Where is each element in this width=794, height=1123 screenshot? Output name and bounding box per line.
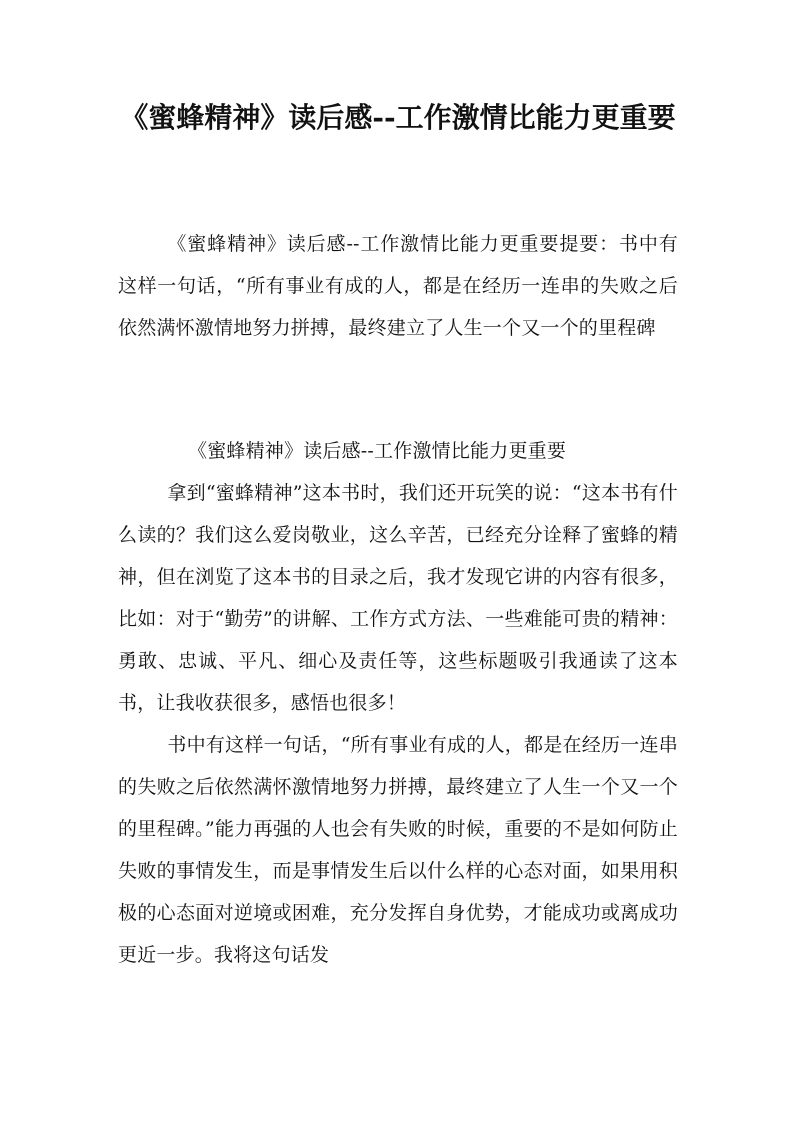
summary-paragraph: 《蜜蜂精神》读后感--工作激情比能力更重要提要：书中有这样一句话，“所有事业有成的人，都是在经历一连串的失败之后依然满怀激情地努力拼搏，最终建立了人生一个又一个的里程碑 <box>118 233 678 339</box>
body-paragraph-2: 书中有这样一句话，“所有事业有成的人，都是在经历一连串的失败之后依然满怀激情地努力拼搏，最终建立了人生一个又一个的里程碑。”能力再强的人也会有失败的时候，重要的不是如何防止失败的事情发生，而是事情发生后以什么样的心态对面，如果用积极的心态面对逆境或困难，充分发挥自身优势，才能成功或离成功更近一步。我将这句话发 <box>118 734 678 966</box>
body-paragraph-1: 拿到“蜜蜂精神”这本书时，我们还开玩笑的说：“这本书有什么读的？我们这么爱岗敬业，这么辛苦，已经充分诠释了蜜蜂的精神，但在浏览了这本书的目录之后，我才发现它讲的内容有很多，比如：对于“勤劳”的讲解、工作方式方法、一些难能可贵的精神：勇敢、忠诚、平凡、细心及责任等，这些标题吸引我通读了这本书，让我收获很多，感悟也很多！ <box>118 482 678 714</box>
document-title: 《蜜蜂精神》读后感--工作激情比能力更重要 <box>120 101 676 134</box>
article-body <box>118 430 678 976</box>
summary-section <box>118 223 678 349</box>
article-subtitle: 《蜜蜂精神》读后感--工作激情比能力更重要 <box>188 440 567 462</box>
